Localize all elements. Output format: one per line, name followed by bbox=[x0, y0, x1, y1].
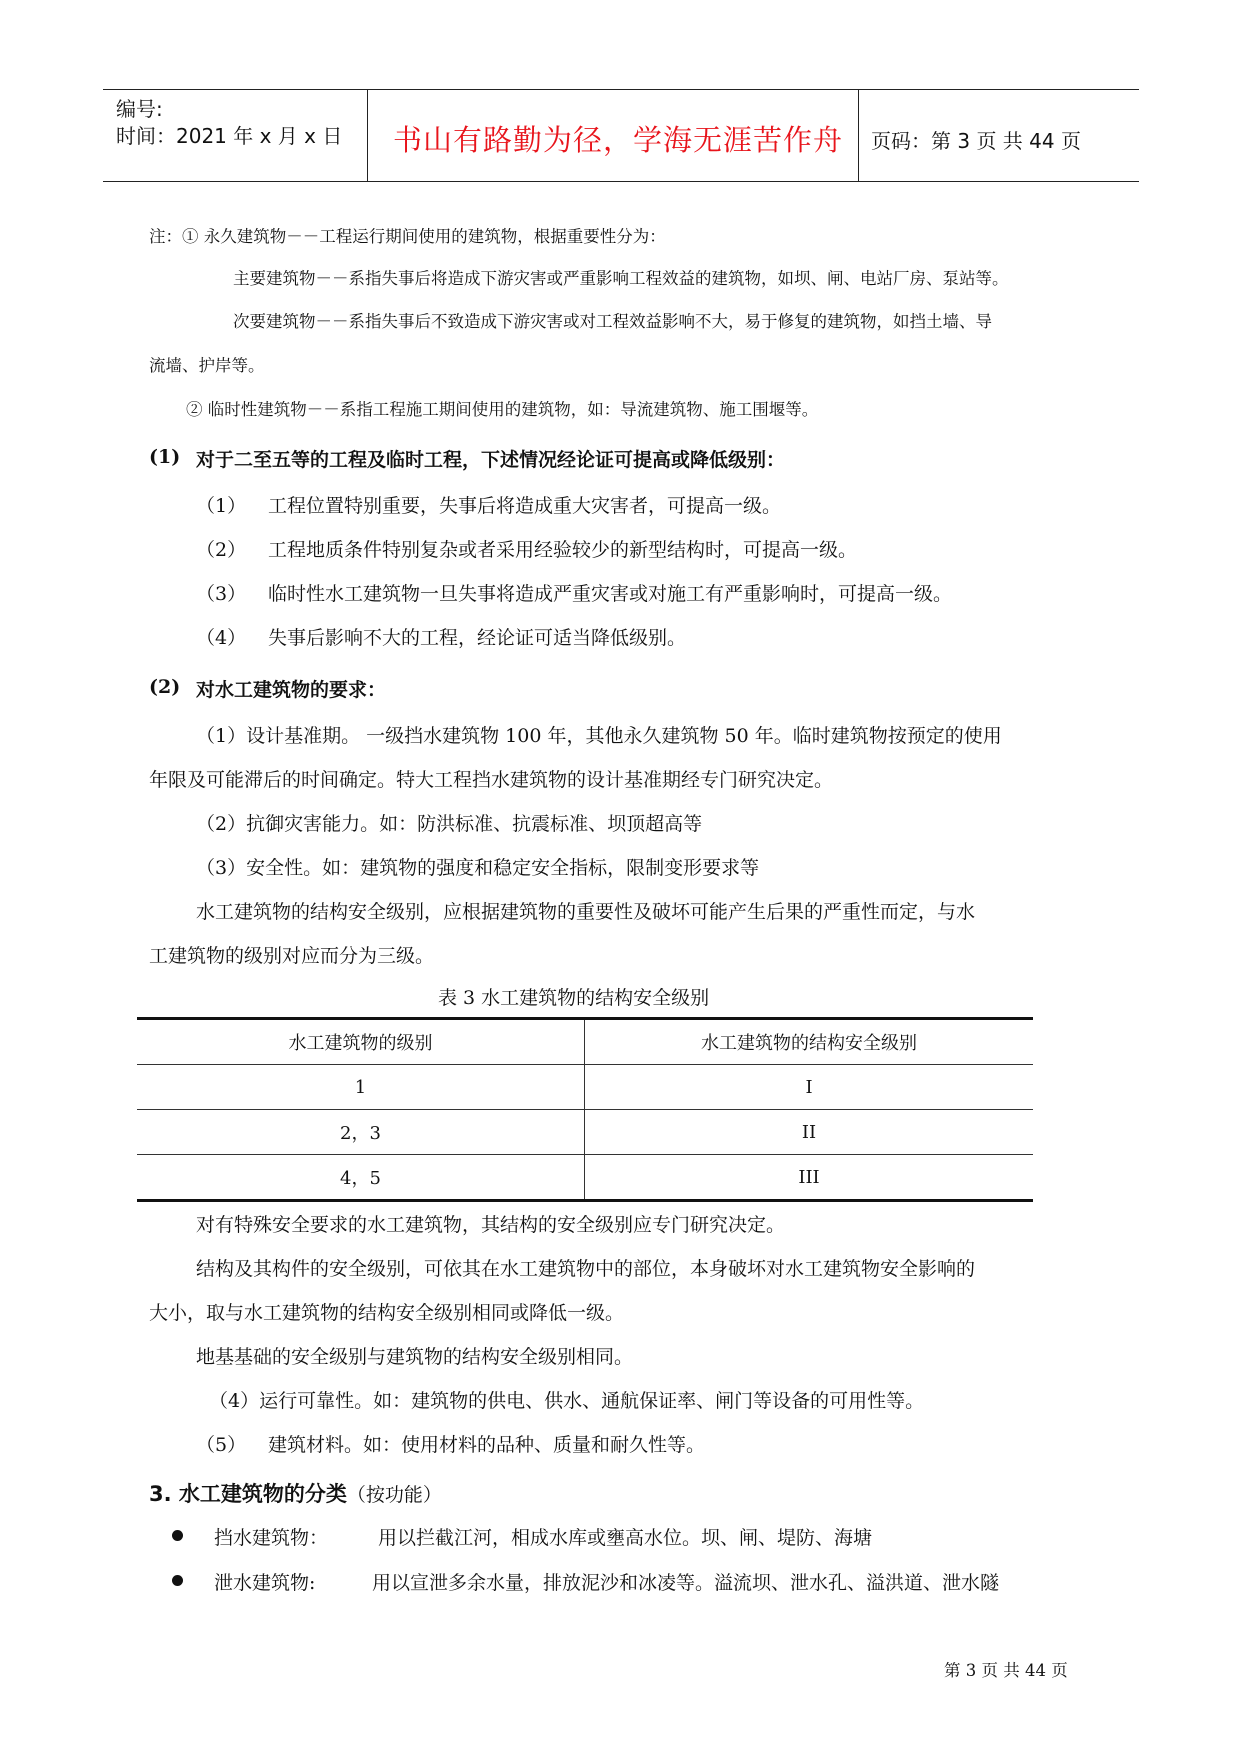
table-caption: 表 3 水工建筑物的结构安全级别 bbox=[438, 987, 710, 1009]
bullet-term: 挡水建筑物： bbox=[214, 1527, 329, 1549]
table-cell: III bbox=[585, 1155, 1034, 1201]
table-row bbox=[137, 1065, 1033, 1110]
footer-page-number: 第 3 页 共 44 页 bbox=[944, 1661, 1068, 1680]
table-cell: 1 bbox=[137, 1065, 585, 1110]
table-cell: 4，5 bbox=[137, 1155, 585, 1201]
component-safety-para-line1: 结构及其构件的安全级别，可依其在水工建筑物中的部位，本身破坏对水工建筑物安全影响的 bbox=[196, 1258, 976, 1280]
section2-heading: 对水工建筑物的要求： bbox=[196, 679, 387, 701]
table-header-cell: 水工建筑物的结构安全级别 bbox=[585, 1019, 1034, 1065]
header-top-rule bbox=[103, 89, 1139, 90]
building-materials-number: （5） bbox=[196, 1434, 247, 1456]
list-item-number: （3） bbox=[196, 583, 247, 605]
table-header-row bbox=[137, 1019, 1033, 1065]
table-cell: II bbox=[585, 1110, 1034, 1155]
section3-heading: 3. 水工建筑物的分类 bbox=[149, 1482, 347, 1506]
section1-heading: 对于二至五等的工程及临时工程，下述情况经论证可提高或降低级别： bbox=[196, 449, 786, 471]
note-main-buildings: 主要建筑物－－系指失事后将造成下游灾害或严重影响工程效益的建筑物，如坝、闸、电站厂房、泵站等。 bbox=[233, 269, 1009, 288]
list-item-number: （1） bbox=[196, 495, 247, 517]
bullet-text: 用以拦截江河，相成水库或壅高水位。坝、闸、堤防、海塘 bbox=[378, 1527, 873, 1549]
bullet-icon bbox=[172, 1530, 183, 1541]
table-cell: I bbox=[585, 1065, 1034, 1110]
section2-heading-number: (2) bbox=[149, 676, 181, 698]
component-safety-para-line2: 大小，取与水工建筑物的结构安全级别相同或降低一级。 bbox=[149, 1302, 625, 1324]
table-cell: 2，3 bbox=[137, 1110, 585, 1155]
header-motto: 书山有路勤为径，学海无涯苦作舟 bbox=[393, 123, 844, 157]
list-item-number: （2） bbox=[196, 539, 247, 561]
special-safety-para: 对有特殊安全要求的水工建筑物，其结构的安全级别应专门研究决定。 bbox=[196, 1214, 786, 1236]
header-divider-left bbox=[367, 89, 368, 182]
note-secondary-buildings-line2: 流墙、护岸等。 bbox=[149, 356, 265, 375]
section1-heading-number: (1) bbox=[149, 446, 181, 468]
safety: （3）安全性。如：建筑物的强度和稳定安全指标，限制变形要求等 bbox=[196, 857, 760, 879]
header-page-label: 页码：第 3 页 共 44 页 bbox=[871, 129, 1081, 153]
note-temporary-buildings: ② 临时性建筑物－－系指工程施工期间使用的建筑物，如：导流建筑物、施工围堰等。 bbox=[186, 400, 819, 419]
table-row bbox=[137, 1155, 1033, 1201]
header-bottom-rule bbox=[103, 181, 1139, 182]
safety-grade-table bbox=[137, 1017, 1033, 1202]
safety-grade-para-line2: 工建筑物的级别对应而分为三级。 bbox=[149, 945, 435, 967]
foundation-safety-para: 地基基础的安全级别与建筑物的结构安全级别相同。 bbox=[196, 1346, 634, 1368]
design-period-line2: 年限及可能滞后的时间确定。特大工程挡水建筑物的设计基准期经专门研究决定。 bbox=[149, 769, 834, 791]
bullet-term: 泄水建筑物: bbox=[214, 1572, 316, 1594]
disaster-resistance: （2）抗御灾害能力。如：防洪标准、抗震标准、坝顶超高等 bbox=[196, 813, 703, 835]
list-item-number: （4） bbox=[196, 627, 247, 649]
note-permanent-buildings: 注：① 永久建筑物－－工程运行期间使用的建筑物，根据重要性分为： bbox=[149, 227, 666, 246]
header-number-label: 编号: bbox=[116, 97, 163, 121]
list-item-text: 临时性水工建筑物一旦失事将造成严重灾害或对施工有严重影响时，可提高一级。 bbox=[268, 583, 953, 605]
section3-heading-wrap bbox=[149, 1478, 442, 1508]
bullet-text: 用以宣泄多余水量，排放泥沙和冰凌等。溢流坝、泄水孔、溢洪道、泄水隧 bbox=[372, 1572, 1000, 1594]
operational-reliability: （4）运行可靠性。如：建筑物的供电、供水、通航保证率、闸门等设备的可用性等。 bbox=[209, 1390, 925, 1412]
list-item-text: 失事后影响不大的工程，经论证可适当降低级别。 bbox=[268, 627, 687, 649]
header-divider-right bbox=[858, 89, 859, 182]
list-item-text: 工程位置特别重要，失事后将造成重大灾害者，可提高一级。 bbox=[268, 495, 782, 517]
safety-grade-para-line1: 水工建筑物的结构安全级别，应根据建筑物的重要性及破坏可能产生后果的严重性而定，与水 bbox=[196, 901, 976, 923]
header-time-label: 时间：2021 年 x 月 x 日 bbox=[116, 124, 343, 148]
note-secondary-buildings-line1: 次要建筑物－－系指失事后不致造成下游灾害或对工程效益影响不大，易于修复的建筑物，如挡土墙、导 bbox=[233, 312, 992, 331]
table-header-cell: 水工建筑物的级别 bbox=[137, 1019, 585, 1065]
table-row bbox=[137, 1110, 1033, 1155]
building-materials: 建筑材料。如：使用材料的品种、质量和耐久性等。 bbox=[268, 1434, 706, 1456]
section3-heading-suffix: （按功能） bbox=[346, 1484, 442, 1506]
list-item-text: 工程地质条件特别复杂或者采用经验较少的新型结构时，可提高一级。 bbox=[268, 539, 858, 561]
design-period-line1: （1）设计基准期。 一级挡水建筑物 100 年，其他永久建筑物 50 年。临时建筑物按预定的使用 bbox=[196, 725, 1002, 747]
bullet-icon bbox=[172, 1575, 183, 1586]
